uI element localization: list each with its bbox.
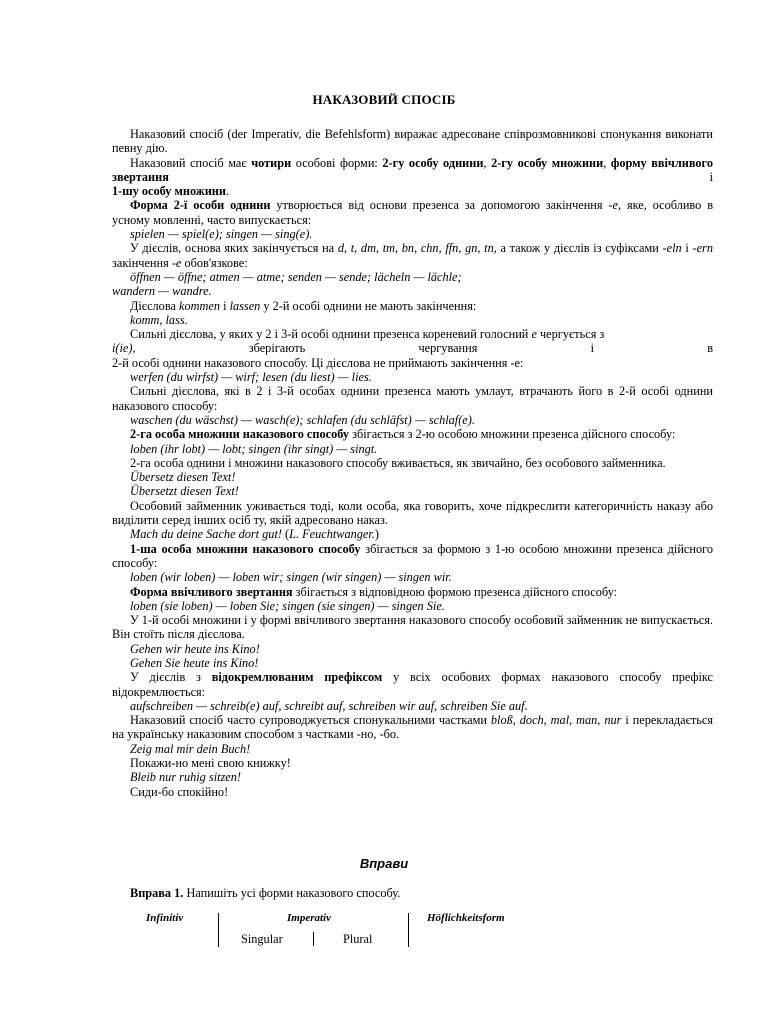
exercises-heading: Вправи (359, 856, 409, 871)
paragraph: Наказовий спосіб часто супроводжується спонукальними частками bloß, doch, mal, man, nur і перекладається на українську наказовим способом з частками -но, -бо. (112, 713, 713, 742)
example-line: Zeig mal mir dein Buch! (130, 741, 251, 756)
paragraph: 2-га особа однини і множини наказового способу вживається, як звичайно, без особового займенника. (130, 455, 666, 470)
paragraph: Дієслова kommen і lassen у 2-й особі однини не мають закінчення: (130, 298, 477, 313)
paragraph: У дієслів з відокремлюваним префіксом у всіх особових формах наказового способу префікс відокремлюється: (112, 670, 714, 699)
example-line: Übersetzt diesen Text! (130, 484, 239, 499)
example-line: Покажи-но мені свою книжку! (130, 756, 291, 771)
paragraph: Форма 2-ї особи однини утворюється від основи презенса за допомогою закінчення -е, яке, особливо в усному мовленні, часто випускається: (112, 198, 713, 227)
paragraph: У 1-й особі множини і у формі ввічливого звертання наказового способу особовий займенник не випускається. Він стоїть після дієслова. (112, 613, 713, 642)
paragraph: У дієслів, основа яких закінчується на d, t, dm, tm, bn, chn, ffn, gn, tn, а також у дієслів із суфіксами -eln і -ern закінчення -е обов'язкове: (112, 241, 713, 270)
example-line: aufschreiben — schreib(e) auf, schreibt auf, schreiben wir auf, schreiben Sie auf. (130, 698, 528, 713)
table-subheader-singular: Singular (241, 932, 283, 946)
example-line: Mach du deine Sache dort gut! (L. Feuchtwanger.) (130, 527, 379, 542)
table-subheader-plural: Plural (343, 932, 373, 946)
page-title: НАКАЗОВИЙ СПОСІБ (312, 92, 456, 107)
paragraph: 1-ша особа множини наказового способу збігається за формою з 1-ю особою множини презенса дійсного способу: (112, 541, 713, 570)
paragraph: Наказовий спосіб має чотири особові форми: 2-гу особу однини, 2-гу особу множини, форму ввічливого звертання і (112, 155, 713, 184)
example-line: Gehen wir heute ins Kino! (130, 641, 260, 656)
example-line: werfen (du wirfst) — wirf; lesen (du liest) — lies. (130, 370, 372, 385)
table-header-infinitiv: Infinitiv (146, 912, 184, 924)
example-line: Gehen Sie heute ins Kino! (130, 655, 259, 670)
paragraph: Сильні дієслова, які в 2 і 3-й особах однини презенса мають умлаут, втрачають його в 2-й особі однини наказового способу: (112, 384, 713, 413)
example-line: öffnen — öffne; atmen — atme; senden — sende; lächeln — lächle; (130, 269, 462, 284)
example-line: loben (ihr lobt) — lobt; singen (ihr singt) — singt. (130, 441, 378, 456)
example-line: Bleib nur ruhig sitzen! (130, 770, 242, 785)
paragraph: i(ie), зберігають чергування і в (112, 341, 713, 356)
paragraph: Сильні дієслова, у яких у 2 і 3-й особі однини презенса кореневий голосний е чергується з (130, 327, 605, 342)
table-divider (313, 932, 314, 946)
table-divider (408, 913, 409, 947)
example-line: komm, lass. (130, 312, 188, 327)
table-divider (218, 913, 219, 947)
example-line: spielen — spiel(e); singen — sing(e). (130, 227, 313, 242)
paragraph: 1-шу особу множини. (112, 184, 230, 199)
table-header-hoeflichkeitsform: Höflichkeitsform (427, 912, 505, 924)
example-line: waschen (du wäschst) — wasch(e); schlafen (du schläfst) — schlaf(e). (130, 412, 475, 427)
example-line: loben (sie loben) — loben Sie; singen (sie singen) — singen Sie. (130, 598, 445, 613)
paragraph: Особовий займенник уживається тоді, коли особа, яка говорить, хоче підкреслити категоричність наказу або виділити серед інших осіб ту, якій адресовано наказ. (112, 498, 713, 528)
example-line: wandern — wandre. (112, 284, 212, 299)
paragraph: Наказовий спосіб (der Imperativ, die Befehlsform) виражає адресоване співрозмовникові спонукання виконати певну дію. (112, 127, 713, 156)
example-line: Übersetz diesen Text! (130, 470, 236, 485)
paragraph: Форма ввічливого звертання збігається з відповідною формою презенса дійсного способу: (130, 584, 618, 599)
table-header-imperativ: Imperativ (287, 912, 331, 924)
document-body (112, 127, 713, 799)
example-line: Сиди-бо спокійно! (130, 784, 229, 799)
exercise-task: Вправа 1. Напишіть усі форми наказового способу. (130, 886, 401, 900)
paragraph: 2-й особі однини наказового способу. Ці дієслова не приймають закінчення -е: (112, 355, 524, 370)
paragraph: 2-га особа множини наказового способу збігається з 2-ю особою множини презенса дійсного способу: (130, 427, 676, 442)
example-line: loben (wir loben) — loben wir; singen (wir singen) — singen wir. (130, 570, 452, 585)
